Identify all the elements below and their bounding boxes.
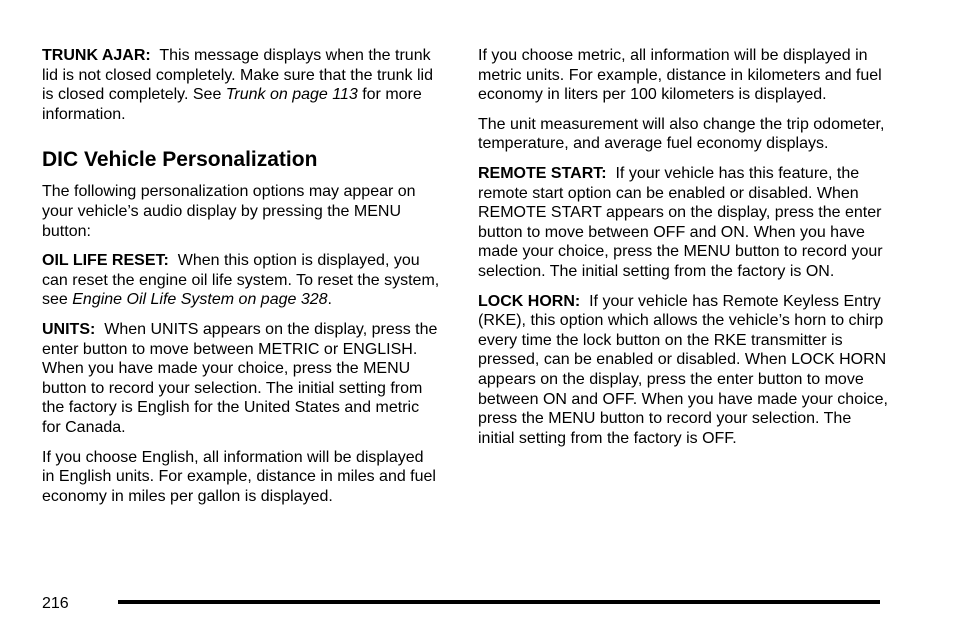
units-text: When UNITS appears on the display, press the enter button to move between METRIC or ENGLISH. When you have made your choice, press the MENU button to record your selection. The initial setting from the factory is English for the United States and metric for Canada.	[42, 320, 438, 436]
metric-units-paragraph: If you choose metric, all information will be displayed in metric units. For example, distance in kilometers and fuel economy in liters per 100 kilometers is displayed.	[478, 47, 882, 104]
oil-life-reset-text: When this option is displayed, you can reset the engine oil life system. To reset the system, see	[42, 252, 440, 309]
intro-paragraph: The following personalization options may appear on your vehicle’s audio display by pressing the MENU button:	[42, 183, 416, 240]
oil-life-reset-lead: OIL LIFE RESET:	[42, 252, 169, 270]
page-number: 216	[42, 595, 69, 612]
remote-start-lead: REMOTE START:	[478, 164, 607, 182]
trunk-ajar-reference: Trunk on page 113	[225, 86, 358, 104]
remote-start-text: If your vehicle has this feature, the remote start option can be enabled or disabled. When REMOTE START appears on the display, press the enter button to move between OFF and ON. When you have made your choice, press the MENU button to record your selection. The initial setting from the factory is ON.	[478, 164, 883, 280]
trunk-ajar-paragraph	[42, 46, 440, 124]
oil-life-reset-tail: .	[327, 291, 332, 309]
oil-life-reset-paragraph	[42, 251, 440, 310]
english-units-paragraph: If you choose English, all information will be displayed in English units. For example, distance in miles and fuel economy in miles per gallon is displayed.	[42, 448, 436, 505]
right-column	[478, 46, 888, 458]
remote-start-paragraph	[478, 164, 888, 282]
lock-horn-lead: LOCK HORN:	[478, 292, 581, 310]
trunk-ajar-text: This message displays when the trunk lid is not closed completely. Make sure that the trunk lid is closed completely. See	[42, 47, 433, 104]
lock-horn-paragraph	[478, 292, 888, 449]
units-lead: UNITS:	[42, 320, 96, 338]
lock-horn-text: If your vehicle has Remote Keyless Entry (RKE), this option which allows the vehicle’s horn to chirp every time the lock button on the RKE transmitter is pressed, can be enabled or disabled. When LOCK HORN appears on the display, press the enter button to move between ON and OFF. When you have made your choice, press the MENU button to record your selection. The initial setting from the factory is OFF.	[478, 292, 888, 447]
oil-life-reset-reference: Engine Oil Life System on page 328	[72, 291, 328, 309]
trunk-ajar-tail: for more information.	[42, 86, 422, 123]
footer-rule	[118, 600, 880, 604]
units-paragraph	[42, 320, 440, 438]
trunk-ajar-lead: TRUNK AJAR:	[42, 47, 151, 64]
unit-measurement-paragraph: The unit measurement will also change the trip odometer, temperature, and average fuel economy displays.	[478, 115, 885, 153]
section-heading: DIC Vehicle Personalization	[42, 148, 318, 172]
left-column	[42, 46, 440, 516]
